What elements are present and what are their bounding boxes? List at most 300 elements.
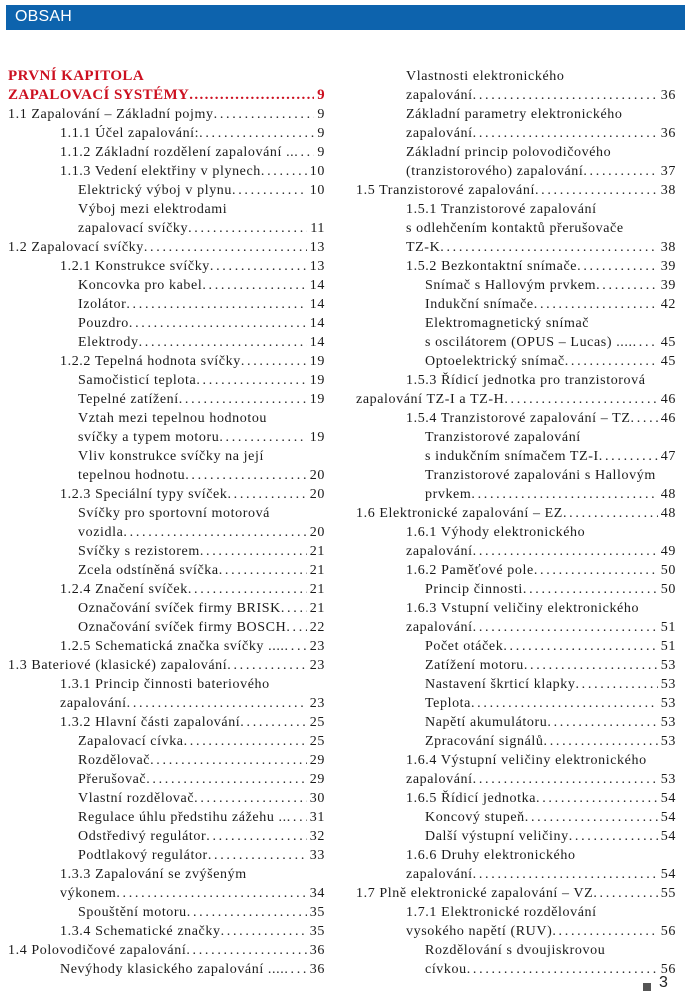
- toc-entry-page: 22: [309, 620, 325, 635]
- toc-entry: [78, 295, 325, 314]
- dot-leader: [467, 960, 658, 979]
- toc-entry: [406, 105, 676, 124]
- toc-entry-page: 34: [309, 886, 325, 901]
- toc-entry: [60, 143, 325, 162]
- toc-entry-title: Spouštění motoru: [78, 905, 187, 920]
- toc-entry: [356, 504, 676, 523]
- dot-leader: [196, 371, 306, 390]
- dot-leader: [596, 276, 658, 295]
- toc-entry: [8, 86, 325, 105]
- toc-entry-page: 31: [309, 810, 325, 825]
- toc-entry: [78, 732, 325, 751]
- toc-entry: [425, 656, 676, 675]
- toc-entry: [78, 409, 325, 428]
- toc-entry-page: 21: [309, 582, 325, 597]
- toc-entry-title: Teplota: [425, 696, 471, 711]
- dot-leader: [471, 485, 657, 504]
- toc-entry-title: TZ-K: [406, 240, 441, 255]
- toc-entry: [406, 219, 676, 238]
- toc-entry-page: 25: [309, 715, 325, 730]
- toc-entry-title: s oscilátorem (OPUS – Lucas) ....: [425, 335, 633, 350]
- toc-entry: [406, 542, 676, 561]
- dot-leader: [593, 884, 657, 903]
- toc-entry-page: 9: [317, 145, 325, 160]
- toc-entry-title: 1.7.1 Elektronické rozdělování: [406, 905, 597, 920]
- toc-entry-page: 14: [309, 316, 325, 331]
- toc-entry: [406, 124, 676, 143]
- toc-entry-page: 53: [660, 696, 676, 711]
- toc-entry-page: 55: [660, 886, 676, 901]
- toc-entry: [406, 865, 676, 884]
- toc-entry-title: Nastavení škrticí klapky: [425, 677, 576, 692]
- dot-leader: [631, 409, 658, 428]
- toc-entry-page: 36: [309, 962, 325, 977]
- toc-entry-title: zapalování: [406, 772, 473, 787]
- dot-leader: [534, 295, 658, 314]
- toc-entry-title: zapalování: [406, 544, 473, 559]
- toc-entry-title: Rozdělování s dvoujiskrovou: [425, 943, 606, 958]
- toc-entry-title: (tranzistorového) zapalování: [406, 164, 584, 179]
- toc-entry: [60, 713, 325, 732]
- dot-leader: [504, 390, 657, 409]
- toc-entry-page: 32: [309, 829, 325, 844]
- toc-entry: [78, 428, 325, 447]
- toc-entry: [425, 314, 676, 333]
- toc-entry: [78, 504, 325, 523]
- toc-entry-title: 1.2.2 Tepelná hodnota svíčky: [60, 354, 241, 369]
- dot-leader: [473, 865, 658, 884]
- toc-entry-title: 1.6.2 Paměťové pole: [406, 563, 534, 578]
- toc-entry-title: Zcela odstíněná svíčka: [78, 563, 219, 578]
- dot-leader: [221, 922, 307, 941]
- toc-entry: [60, 675, 325, 694]
- toc-entry-title: 1.1.3 Vedení elektřiny v plynech: [60, 164, 261, 179]
- toc-entry: [425, 941, 676, 960]
- toc-entry-title: Svíčky s rezistorem: [78, 544, 200, 559]
- toc-entry-title: Zpracování signálů: [425, 734, 544, 749]
- toc-entry-title: vysokého napětí (RUV): [406, 924, 553, 939]
- toc-entry: [425, 637, 676, 656]
- toc-entry: [78, 827, 325, 846]
- toc-entry: [78, 181, 325, 200]
- toc-entry-page: 48: [660, 487, 676, 502]
- toc-entry: [425, 447, 676, 466]
- toc-entry-page: 53: [660, 658, 676, 673]
- toc-entry: [406, 238, 676, 257]
- dot-leader: [219, 428, 306, 447]
- toc-entry-title: Indukční snímače: [425, 297, 534, 312]
- toc-entry-title: Zapalovací cívka: [78, 734, 184, 749]
- toc-entry: [406, 618, 676, 637]
- toc-entry-title: Označování svíček firmy BRISK: [78, 601, 281, 616]
- toc-entry-title: Výboj mezi elektrodami: [78, 202, 228, 217]
- dot-leader: [127, 694, 307, 713]
- toc-entry: [406, 561, 676, 580]
- toc-entry-title: ZAPALOVACÍ SYSTÉMY: [8, 87, 190, 103]
- dot-leader: [503, 637, 657, 656]
- toc-entry: [60, 485, 325, 504]
- footer-square-marker: [643, 983, 651, 991]
- dot-leader: [286, 618, 306, 637]
- toc-entry-page: 39: [660, 259, 676, 274]
- toc-entry-page: 36: [309, 943, 325, 958]
- toc-entry-title: 1.2.4 Značení svíček: [60, 582, 188, 597]
- toc-entry-title: Princip činnosti: [425, 582, 523, 597]
- toc-entry-page: 36: [660, 126, 676, 141]
- dot-leader: [473, 86, 658, 105]
- toc-entry-title: 1.2.3 Speciální typy svíček: [60, 487, 228, 502]
- toc-entry-title: Podtlakový regulátor: [78, 848, 208, 863]
- toc-entry: [78, 618, 325, 637]
- toc-entry-title: Tranzistorové zapalováni s Hallovým: [425, 468, 656, 483]
- toc-entry-title: 1.1 Zapalování – Základní pojmy: [8, 107, 214, 122]
- toc-entry-page: 38: [660, 240, 676, 255]
- toc-entry-title: Vlastní rozdělovač: [78, 791, 195, 806]
- dot-leader: [536, 789, 658, 808]
- toc-entry: [425, 466, 676, 485]
- toc-entry: [356, 884, 676, 903]
- toc-entry-page: 10: [309, 164, 325, 179]
- dot-leader: [150, 751, 307, 770]
- dot-leader: [525, 808, 658, 827]
- toc-entry-title: Snímač s Hallovým prvkem: [425, 278, 597, 293]
- dot-leader: [188, 580, 307, 599]
- toc-entry: [406, 371, 676, 390]
- toc-entry: [425, 276, 676, 295]
- toc-entry: [78, 523, 325, 542]
- toc-entry-page: 54: [660, 791, 676, 806]
- toc-entry-page: 21: [309, 601, 325, 616]
- toc-entry-title: výkonem: [60, 886, 117, 901]
- toc-entry-title: tepelnou hodnotu: [78, 468, 186, 483]
- toc-entry-title: Elektrody: [78, 335, 139, 350]
- toc-entry: [78, 599, 325, 618]
- dot-leader: [185, 466, 307, 485]
- toc-entry: [406, 922, 676, 941]
- toc-entry: [78, 542, 325, 561]
- toc-entry-page: 51: [660, 639, 676, 654]
- toc-entry-title: 1.3.2 Hlavní části zapalování: [60, 715, 241, 730]
- toc-entry-page: 11: [310, 221, 325, 236]
- dot-leader: [473, 542, 658, 561]
- toc-entry: [406, 770, 676, 789]
- toc-entry-page: 48: [660, 506, 676, 521]
- dot-leader: [144, 238, 307, 257]
- dot-leader: [287, 808, 307, 827]
- toc-entry: [406, 751, 676, 770]
- toc-entry-title: Nevýhody klasického zapalování ....: [60, 962, 285, 977]
- toc-entry-page: 50: [660, 563, 676, 578]
- toc-entry-title: Základní parametry elektronického: [406, 107, 623, 122]
- toc-entry-title: Rozdělovač: [78, 753, 151, 768]
- dot-leader: [473, 124, 658, 143]
- toc-entry: [425, 827, 676, 846]
- toc-entry-title: 1.7 Plně elektronické zapalování – VZ: [356, 886, 594, 901]
- dot-leader: [184, 732, 307, 751]
- dot-leader: [179, 390, 307, 409]
- dot-leader: [206, 827, 307, 846]
- toc-entry-page: 49: [660, 544, 676, 559]
- dot-leader: [563, 504, 658, 523]
- dot-leader: [146, 770, 307, 789]
- dot-leader: [547, 713, 657, 732]
- toc-entry-page: 21: [309, 563, 325, 578]
- toc-entry: [356, 181, 676, 200]
- toc-entry-title: 1.3 Bateriové (klasické) zapalování: [8, 658, 228, 673]
- toc-entry-title: 1.5.4 Tranzistorové zapalování – TZ: [406, 411, 631, 426]
- toc-entry-title: 1.5.3 Řídicí jednotka pro tranzistorová: [406, 373, 646, 388]
- toc-entry: [425, 713, 676, 732]
- toc-entry: [78, 276, 325, 295]
- toc-entry-page: 46: [660, 411, 676, 426]
- toc-entry: [425, 580, 676, 599]
- toc-entry-page: 35: [309, 905, 325, 920]
- toc-entry-title: s odlehčením kontaktů přerušovače: [406, 221, 624, 236]
- toc-entry: [60, 162, 325, 181]
- toc-entry: [406, 599, 676, 618]
- toc-entry-title: zapalování: [406, 126, 473, 141]
- dot-leader: [440, 238, 658, 257]
- dot-leader: [577, 257, 658, 276]
- toc-entry-page: 45: [660, 335, 676, 350]
- toc-entry-title: 1.5 Tranzistorové zapalování: [356, 183, 535, 198]
- toc-entry-title: Koncovka pro kabel: [78, 278, 203, 293]
- toc-entry: [60, 580, 325, 599]
- toc-entry-page: 38: [660, 183, 676, 198]
- toc-entry: [78, 466, 325, 485]
- toc-entry: [78, 770, 325, 789]
- toc-entry: [425, 428, 676, 447]
- toc-entry-title: Počet otáček: [425, 639, 504, 654]
- toc-entry-page: 50: [660, 582, 676, 597]
- toc-entry-page: 37: [660, 164, 676, 179]
- toc-entry-title: 1.3.3 Zapalování se zvýšeným: [60, 867, 247, 882]
- toc-entry-page: 54: [660, 829, 676, 844]
- dot-leader: [123, 523, 306, 542]
- toc-entry-page: 14: [309, 335, 325, 350]
- dot-leader: [583, 162, 657, 181]
- toc-entry-title: Elektrický výboj v plynu: [78, 183, 232, 198]
- toc-entry-page: 23: [309, 639, 325, 654]
- toc-entry-page: 54: [660, 810, 676, 825]
- toc-entry-title: Vztah mezi tepelnou hodnotou: [78, 411, 268, 426]
- section-header-bar: [6, 5, 685, 30]
- toc-entry: [406, 257, 676, 276]
- toc-entry-title: Samočisticí teplota: [78, 373, 197, 388]
- dot-leader: [552, 922, 657, 941]
- toc-entry-page: 20: [309, 468, 325, 483]
- toc-entry-page: 35: [309, 924, 325, 939]
- toc-entry-page: 19: [309, 430, 325, 445]
- toc-entry-page: 20: [309, 525, 325, 540]
- dot-leader: [471, 694, 658, 713]
- dot-leader: [232, 181, 307, 200]
- toc-entry-title: svíčky a typem motoru: [78, 430, 220, 445]
- dot-leader: [524, 656, 658, 675]
- toc-entry-title: Odstředivý regulátor: [78, 829, 207, 844]
- dot-leader: [186, 941, 306, 960]
- toc-entry: [406, 67, 676, 86]
- dot-leader: [189, 86, 314, 105]
- toc-entry-title: 1.2.5 Schematická značka svíčky ....: [60, 639, 285, 654]
- toc-entry-page: 23: [309, 658, 325, 673]
- toc-entry-title: Napětí akumulátoru: [425, 715, 548, 730]
- dot-leader: [285, 637, 307, 656]
- toc-entry-page: 33: [309, 848, 325, 863]
- section-title: OBSAH: [15, 8, 73, 25]
- toc-entry-page: 47: [660, 449, 676, 464]
- toc-entry-page: 45: [660, 354, 676, 369]
- dot-leader: [129, 314, 307, 333]
- toc-entry-title: 1.6.1 Výhody elektronického: [406, 525, 586, 540]
- toc-entry-title: Tranzistorové zapalování: [425, 430, 581, 445]
- toc-entry: [406, 523, 676, 542]
- toc-entry-title: Vlastnosti elektronického: [406, 69, 565, 84]
- toc-entry-page: 19: [309, 354, 325, 369]
- toc-entry-page: 53: [660, 677, 676, 692]
- toc-entry: [78, 200, 325, 219]
- toc-entry-page: 19: [309, 392, 325, 407]
- toc-entry-title: Základní princip polovodičového: [406, 145, 612, 160]
- toc-entry-page: 21: [309, 544, 325, 559]
- dot-leader: [544, 732, 658, 751]
- toc-entry: [78, 447, 325, 466]
- toc-entry: [356, 390, 676, 409]
- toc-entry-page: 20: [309, 487, 325, 502]
- dot-leader: [281, 599, 307, 618]
- toc-entry: [425, 808, 676, 827]
- toc-entry: [406, 846, 676, 865]
- toc-entry-title: Vliv konstrukce svíčky na její: [78, 449, 264, 464]
- toc-entry-title: zapalování: [406, 88, 473, 103]
- dot-leader: [227, 656, 307, 675]
- toc-entry: [8, 656, 325, 675]
- toc-entry-page: 19: [309, 373, 325, 388]
- dot-leader: [534, 561, 658, 580]
- toc-entry: [78, 751, 325, 770]
- toc-entry-page: 51: [660, 620, 676, 635]
- toc-entry: [425, 732, 676, 751]
- dot-leader: [240, 713, 307, 732]
- toc-entry: [406, 162, 676, 181]
- toc-entry-title: prvkem: [425, 487, 472, 502]
- toc-entry-page: 39: [660, 278, 676, 293]
- toc-entry-title: Elektromagnetický snímač: [425, 316, 590, 331]
- toc-entry: [60, 960, 325, 979]
- dot-leader: [214, 105, 315, 124]
- toc-entry-page: 9: [317, 87, 325, 103]
- toc-entry-page: 46: [660, 392, 676, 407]
- dot-leader: [116, 884, 306, 903]
- toc-entry: [78, 371, 325, 390]
- dot-leader: [187, 903, 307, 922]
- dot-leader: [210, 257, 307, 276]
- toc-entry-title: 1.6 Elektronické zapalování – EZ: [356, 506, 563, 521]
- dot-leader: [473, 770, 658, 789]
- dot-leader: [188, 219, 307, 238]
- toc-entry-page: 56: [660, 962, 676, 977]
- toc-entry-title: 1.1.2 Základní rozdělení zapalování ..: [60, 145, 295, 160]
- toc-entry-title: 1.6.4 Výstupní veličiny elektronického: [406, 753, 647, 768]
- toc-entry-title: Označování svíček firmy BOSCH: [78, 620, 287, 635]
- dot-leader: [575, 675, 657, 694]
- toc-entry-title: zapalování: [60, 696, 127, 711]
- toc-entry: [425, 333, 676, 352]
- toc-entry-page: 53: [660, 772, 676, 787]
- toc-entry: [8, 238, 325, 257]
- toc-entry-page: 54: [660, 867, 676, 882]
- toc-entry: [78, 903, 325, 922]
- toc-entry: [425, 960, 676, 979]
- toc-entry-page: 42: [660, 297, 676, 312]
- dot-leader: [227, 485, 306, 504]
- toc-entry: [60, 865, 325, 884]
- dot-leader: [294, 143, 314, 162]
- toc-entry-title: Regulace úhlu předstihu zážehu ..: [78, 810, 287, 825]
- toc-entry-title: 1.2 Zapalovací svíčky: [8, 240, 144, 255]
- toc-entry: [60, 124, 325, 143]
- toc-entry-title: 1.5.2 Bezkontaktní snímače: [406, 259, 578, 274]
- toc-entry-title: 1.3.1 Princip činnosti bateriového: [60, 677, 270, 692]
- toc-entry-page: 13: [309, 259, 325, 274]
- toc-entry-title: Pouzdro: [78, 316, 129, 331]
- toc-entry-page: 30: [309, 791, 325, 806]
- toc-entry-page: 56: [660, 924, 676, 939]
- toc-entry-page: 14: [309, 297, 325, 312]
- toc-entry-title: zapalování: [406, 867, 473, 882]
- dot-leader: [241, 352, 307, 371]
- toc-entry-title: 1.5.1 Tranzistorové zapalování: [406, 202, 597, 217]
- toc-entry-page: 29: [309, 772, 325, 787]
- toc-entry-title: 1.3.4 Schematické značky: [60, 924, 221, 939]
- toc-entry: [60, 694, 325, 713]
- dot-leader: [202, 276, 306, 295]
- page-number: 3: [659, 974, 668, 991]
- toc-entry: [406, 143, 676, 162]
- toc-entry-page: 9: [317, 107, 325, 122]
- toc-entry: [425, 352, 676, 371]
- toc-entry-title: Další výstupní veličiny: [425, 829, 569, 844]
- toc-entry-title: 1.6.6 Druhy elektronického: [406, 848, 576, 863]
- toc-entry-page: 10: [309, 183, 325, 198]
- toc-entry: [406, 789, 676, 808]
- toc-entry: [78, 314, 325, 333]
- toc-entry: [60, 257, 325, 276]
- toc-entry-title: zapalování: [406, 620, 473, 635]
- toc-entry-page: 14: [309, 278, 325, 293]
- toc-entry: [78, 219, 325, 238]
- toc-entry: [8, 941, 325, 960]
- toc-entry-page: 36: [660, 88, 676, 103]
- toc-entry-title: cívkou: [425, 962, 467, 977]
- dot-leader: [219, 561, 307, 580]
- toc-entry: [406, 200, 676, 219]
- toc-entry: [78, 808, 325, 827]
- dot-leader: [569, 827, 658, 846]
- toc-entry-page: 53: [660, 715, 676, 730]
- toc-entry-title: 1.6.5 Řídicí jednotka: [406, 791, 537, 806]
- toc-entry-page: 25: [309, 734, 325, 749]
- toc-entry: [78, 846, 325, 865]
- toc-entry-title: PRVNÍ KAPITOLA: [8, 68, 145, 84]
- toc-entry: [425, 694, 676, 713]
- dot-leader: [126, 295, 306, 314]
- toc-entry: [78, 390, 325, 409]
- toc-entry: [78, 333, 325, 352]
- toc-entry: [406, 903, 676, 922]
- toc-entry-page: 9: [317, 126, 325, 141]
- toc-entry-title: 1.6.3 Vstupní veličiny elektronického: [406, 601, 640, 616]
